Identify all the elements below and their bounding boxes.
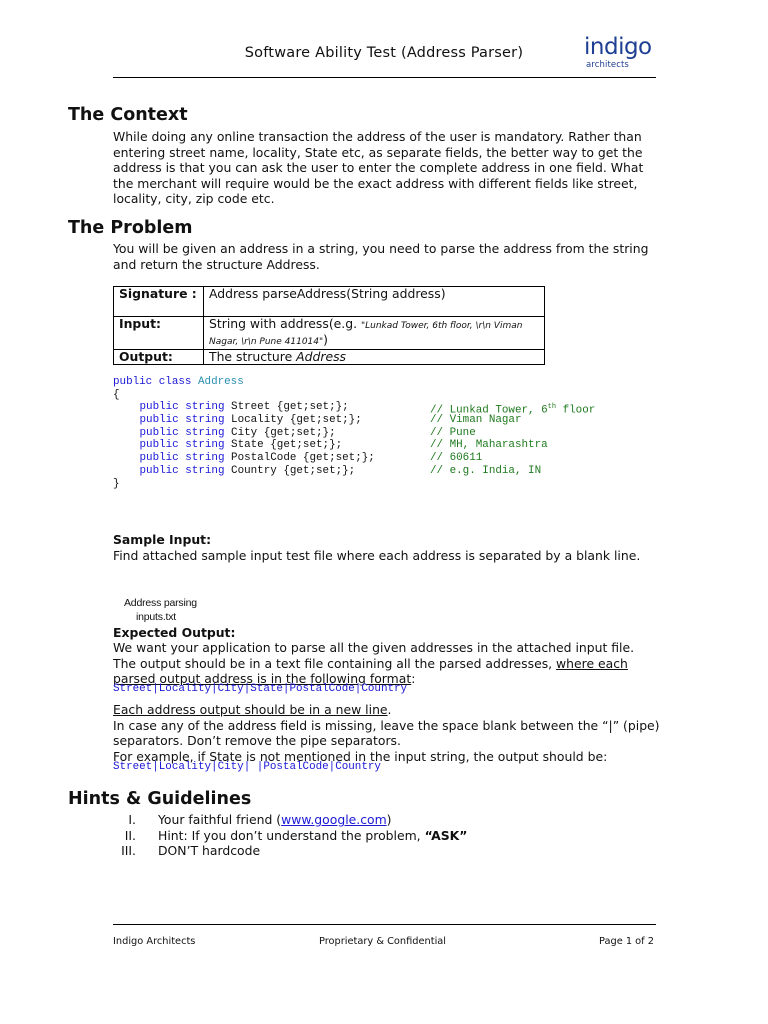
code-keyword: class xyxy=(158,376,192,388)
code-type: string xyxy=(185,414,225,427)
code-comment: // Lunkad Tower, 6th floor xyxy=(430,403,596,418)
format-notes xyxy=(113,702,663,764)
input-value xyxy=(204,317,545,350)
code-field-line xyxy=(113,401,596,418)
output-value-prefix: The structure xyxy=(209,349,297,364)
expected-output-text xyxy=(113,640,663,687)
hint-number: III. xyxy=(121,843,136,858)
code-field-line xyxy=(113,464,542,478)
output-value xyxy=(204,350,545,365)
attachment-name-line1: Address parsing xyxy=(124,597,197,609)
newline-note-line xyxy=(113,702,663,718)
code-keyword: public xyxy=(113,376,153,388)
expected-output-colon: : xyxy=(411,671,416,686)
signature-row xyxy=(114,287,545,317)
input-row xyxy=(114,317,545,350)
code-comment: // 60611 xyxy=(430,452,483,465)
hint-number: II. xyxy=(124,827,136,843)
footer-company: Indigo Architects xyxy=(113,936,196,947)
output-label: Output: xyxy=(114,350,204,365)
code-keyword: public xyxy=(139,426,179,439)
hint-item xyxy=(110,812,467,828)
missing-field-note: In case any of the address field is missing, leave the space blank between the “|” (pipe) separators. Don’t remove the pipe separators. xyxy=(113,717,660,748)
example-note: For example, if State is not mentioned in the input string, the output should be: xyxy=(113,748,608,764)
footer-page-number: Page 1 of 2 xyxy=(599,936,654,947)
output-row xyxy=(114,350,545,365)
attachment-name-line2: inputs.txt xyxy=(136,611,177,623)
logo-subtitle: architects xyxy=(586,60,629,70)
code-field-declaration xyxy=(140,439,343,452)
context-heading: The Context xyxy=(68,105,188,125)
code-field-line xyxy=(113,426,476,440)
attachment-file[interactable] xyxy=(124,596,244,624)
code-keyword: public xyxy=(139,439,179,452)
code-field-line xyxy=(113,414,522,427)
signature-value: Address parseAddress(String address) xyxy=(204,287,545,317)
hint-text: DON’T hardcode xyxy=(158,843,261,858)
code-comment: // MH, Maharashtra xyxy=(430,439,548,452)
hint-emphasis: “ASK” xyxy=(424,827,468,843)
code-member: PostalCode {get;set;}; xyxy=(231,452,375,465)
hint-text: Your faithful friend ( xyxy=(158,812,282,827)
expected-output-line1: We want your application to parse all the given addresses in the attached input file. xyxy=(113,640,635,655)
hint-item xyxy=(110,828,467,844)
code-class-line xyxy=(113,376,244,389)
expected-output-line2-text: The output should be in a text file containing all the parsed addresses, xyxy=(113,655,557,671)
code-type: string xyxy=(185,401,225,414)
problem-heading: The Problem xyxy=(68,218,193,238)
code-keyword: public xyxy=(139,452,179,465)
document-title: Software Ability Test (Address Parser) xyxy=(244,45,524,61)
code-block xyxy=(113,376,596,490)
code-type: string xyxy=(185,426,225,439)
code-keyword: public xyxy=(139,464,179,477)
code-member: State {get;set;}; xyxy=(231,439,343,452)
code-field-declaration xyxy=(140,414,362,427)
code-comment: // e.g. India, IN xyxy=(430,464,542,477)
problem-paragraph: You will be given an address in a string, you need to parse the address from the string and return the structure Address. xyxy=(113,241,649,272)
code-member: Street {get;set;}; xyxy=(231,401,349,414)
output-format: Street|Locality|City|State|PostalCode|Country xyxy=(113,683,408,695)
code-open-brace: { xyxy=(113,388,120,401)
input-value-close: ) xyxy=(323,332,328,347)
output-value-type: Address xyxy=(296,349,346,364)
hint-text: Hint: If you don’t understand the problem, xyxy=(158,827,425,843)
newline-note: Each address output should be in a new line xyxy=(113,702,388,717)
code-field-declaration xyxy=(140,452,375,465)
sample-input-heading: Sample Input: xyxy=(113,532,212,547)
expected-output-line2 xyxy=(113,656,663,687)
input-example: "Lunkad Tower, 6th floor, \r\n Viman Nagar, \r\n Pune 411014" xyxy=(209,321,523,347)
code-field-declaration xyxy=(140,465,356,478)
signature-table xyxy=(113,286,545,365)
expected-output-heading: Expected Output: xyxy=(113,625,236,640)
code-keyword: public xyxy=(139,401,179,414)
logo-wordmark: indigo xyxy=(584,34,652,60)
google-link[interactable]: www.google.com xyxy=(281,812,387,827)
hints-list xyxy=(110,812,467,859)
footer-rule xyxy=(113,924,656,925)
signature-label: Signature : xyxy=(114,287,204,317)
hint-number: I. xyxy=(128,812,136,827)
code-keyword: public xyxy=(139,414,179,427)
code-comment: // Pune xyxy=(430,426,476,439)
code-field-line xyxy=(113,439,548,452)
hints-heading: Hints & Guidelines xyxy=(68,789,252,809)
code-comment: // Viman Nagar xyxy=(430,414,522,427)
code-field-declaration xyxy=(140,401,349,414)
code-type: string xyxy=(185,452,225,465)
newline-note-period: . xyxy=(387,702,392,717)
hint-item xyxy=(110,843,467,859)
code-type: string xyxy=(185,464,225,477)
input-label: Input: xyxy=(114,317,204,350)
code-member: Country {get;set;}; xyxy=(231,464,356,477)
indigo-logo xyxy=(584,34,664,72)
code-member: City {get;set;}; xyxy=(231,426,336,439)
code-class-name: Address xyxy=(198,376,244,388)
code-field-declaration xyxy=(140,427,336,440)
footer-confidential: Proprietary & Confidential xyxy=(319,936,447,947)
code-fields xyxy=(113,401,596,477)
hint-text-end: ) xyxy=(386,812,392,827)
input-value-text: String with address(e.g. xyxy=(209,316,361,331)
code-close-brace: } xyxy=(113,477,120,490)
code-member: Locality {get;set;}; xyxy=(231,414,362,427)
code-field-line xyxy=(113,452,483,465)
sample-input-text: Find attached sample input test file where each address is separated by a blank line. xyxy=(113,548,641,563)
expected-output-format-note: where each parsed output address is in the following format xyxy=(113,655,628,686)
header-rule xyxy=(113,77,656,78)
context-paragraph: While doing any online transaction the address of the user is mandatory. Rather than entering street name, locality, State etc, as separate fields, the better way to get the address is that you can ask the user to enter the complete address in one field. What the merchant will require would be the exact address with different fields like street, locality, city, zip code etc. xyxy=(113,129,644,206)
code-comment-superscript: th xyxy=(547,403,557,412)
code-type: string xyxy=(185,439,225,452)
example-output-format: Street|Locality|City| |PostalCode|Country xyxy=(113,761,381,773)
